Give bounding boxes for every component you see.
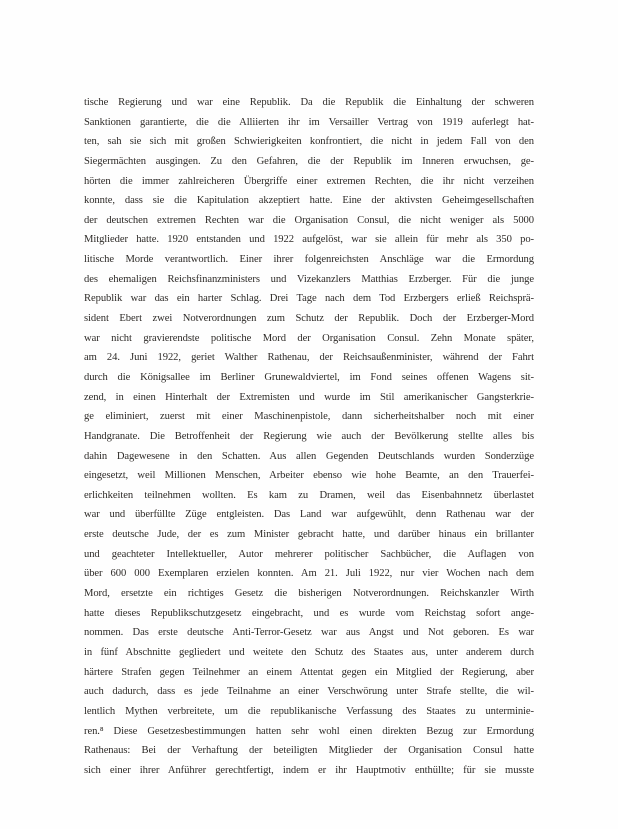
text-line: war nicht gravierendste politische Mord der Organisation Consul. Zehn Monate später, xyxy=(84,332,534,344)
text-line: am 24. Juni 1922, geriet Walther Rathenau, der Reichsaußenminister, während der Fahrt xyxy=(84,352,534,364)
text-line: ge eliminiert, zuerst mit einer Maschinenpistole, dann sicherheitshalber noch mit einer xyxy=(84,411,534,423)
text-line: des ehemaligen Reichsfinanzministers und Vizekanzlers Matthias Erzberger. Für die junge xyxy=(84,273,534,285)
text-line: ten, sah sie sich mit großen Schwierigkeiten konfrontiert, die nicht in jedem Fall von den xyxy=(84,136,534,148)
text-line: ren.⁸ Diese Gesetzesbestimmungen hatten sehr wohl einen direkten Bezug zur Ermordung xyxy=(84,725,534,737)
text-line: nommen. Das erste deutsche Anti-Terror-Gesetz war aus Angst und Not geboren. Es war xyxy=(84,627,534,639)
text-line: lentlich Mythen verbreitete, um die republikanische Verfassung des Staates zu unterminie- xyxy=(84,705,534,717)
text-line: auch dadurch, dass es jede Teilnahme an einer Verschwörung unter Strafe stellte, die wil- xyxy=(84,686,534,698)
text-line: erlichkeiten teilnehmen wollten. Es kam zu Dramen, weil das Eisenbahnnetz überlastet xyxy=(84,489,534,501)
text-line: sident Ebert zwei Notverordnungen zum Schutz der Republik. Doch der Erzberger-Mord xyxy=(84,313,534,325)
text-line: über 600 000 Exemplaren erzielen konnten. Am 21. Juli 1922, nur vier Wochen nach dem xyxy=(84,568,534,580)
text-line: zend, in einen Hinterhalt der Extremisten und wurde im Stil amerikanischer Gangsterkrie- xyxy=(84,391,534,403)
text-line: Rathenaus: Bei der Verhaftung der beteiligten Mitglieder der Organisation Consul hatte xyxy=(84,745,534,757)
text-line: Mord, ersetzte ein richtiges Gesetz die bisherigen Notverordnungen. Reichskanzler Wirth xyxy=(84,588,534,600)
body-text-block xyxy=(84,93,534,780)
text-line: sich einer ihrer Anführer gerechtfertigt, indem er ihr Hauptmotiv enthüllte; für sie musste xyxy=(84,764,534,776)
text-line: durch die Königsallee im Berliner Grunewaldviertel, im Fond seines offenen Wagens sit- xyxy=(84,371,534,383)
text-line: konnte, dass sie die Kapitulation akzeptiert hatte. Eine der aktivsten Geheimgesellschaften xyxy=(84,195,534,207)
text-line: Mitglieder hatte. 1920 entstanden und 1922 aufgelöst, war sie allein für mehr als 350 po- xyxy=(84,234,534,246)
text-line: Sanktionen garantierte, die die Alliierten ihr im Versailler Vertrag von 1919 auferlegt hat- xyxy=(84,116,534,128)
text-line: Siegermächten ausgingen. Zu den Gefahren, die der Republik im Inneren erwuchsen, ge- xyxy=(84,155,534,167)
text-line: Handgranate. Die Betroffenheit der Regierung wie auch der Bevölkerung stellte alles bis xyxy=(84,430,534,442)
text-line: dahin Dagewesene in den Schatten. Aus allen Gegenden Deutschlands wurden Sonderzüge xyxy=(84,450,534,462)
text-line: und geachteter Intellektueller, Autor mehrerer politischer Sachbücher, die Auflagen von xyxy=(84,548,534,560)
text-line: tische Regierung und war eine Republik. Da die Republik die Einhaltung der schweren xyxy=(84,97,534,108)
text-line: hatte dieses Republikschutzgesetz eingebracht, und es wurde vom Reichstag sofort ange- xyxy=(84,607,534,619)
text-line: erste deutsche Jude, der es zum Minister gebracht hatte, und darüber hinaus ein brillanter xyxy=(84,529,534,541)
text-line: hörten die immer zahlreicheren Übergriffe einer extremen Rechten, die ihr nicht verzeihen xyxy=(84,175,534,187)
text-line: härtere Strafen gegen Teilnehmer an einem Attentat gegen ein Mitglied der Regierung, aber xyxy=(84,666,534,678)
text-line: in fünf Abschnitte gegliedert und weitete den Schutz des Staates aus, unter anderem durch xyxy=(84,646,534,658)
text-line: Republik war das ein harter Schlag. Drei Tage nach dem Tod Erzbergers erließ Reichsprä- xyxy=(84,293,534,305)
text-line: eingesetzt, weil Millionen Menschen, Arbeiter ebenso wie hohe Beamte, an den Trauerfei- xyxy=(84,470,534,482)
text-line: war und überfüllte Züge entgleisten. Das Land war aufgewühlt, denn Rathenau war der xyxy=(84,509,534,521)
text-line: der deutschen extremen Rechten war die Organisation Consul, die nicht weniger als 5000 xyxy=(84,214,534,226)
text-line: litische Morde verantwortlich. Einer ihrer folgenreichsten Anschläge war die Ermordung xyxy=(84,254,534,266)
